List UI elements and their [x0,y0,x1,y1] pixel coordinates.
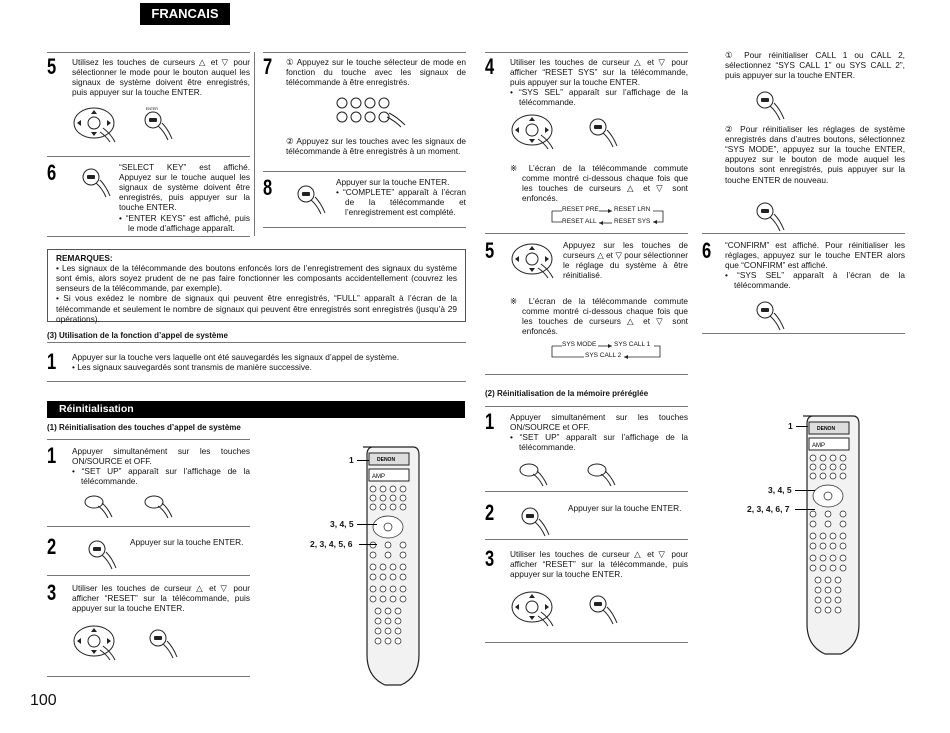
right-item-2: ② Pour réinitialiser les réglages de système enregistrés dans d’autres boutons, sélectionnez “SYS MODE”, appuyez sur la touche ENTER, appuyez sur le bouton de mode auquel les boutons sont enregistrés, puis appuyer sur la touche ENTER de nouveau. [725,124,905,185]
remarks-heading: REMARQUES: [56,253,113,263]
section-3-step-1-number: 1 [47,349,57,374]
cursor-pad-icon [72,104,122,144]
enter-button-press-icon [78,163,114,201]
reinit-1-step-3-number: 3 [47,580,57,605]
remote-callout-3: 2, 3, 4, 5, 6 [310,539,353,549]
right-step-6-text: “CONFIRM” est affiché. Pour réinitialiser les réglages, appuyez sur le touche ENTER alors que “CONFIRM” est affiché. • “SYS SEL” apparaît à l’écran de la télécommande. [725,240,905,291]
cycle-item-reset-lrn: RESET LRN [614,206,651,213]
remote-display: AMP [812,443,826,449]
language-tab: FRANCAIS [140,3,230,25]
cycle-item-sys-call-1: SYS CALL 1 [614,341,651,348]
remark-item-2: • Si vous exédez le nombre de signaux qui peuvent être enregistrés, “FULL” apparaît à l’écran de la télécommande et seulement le nombre de signaux qui peuvent être enregistrés sont enregistrés (jusqu’à 29 opérations). [56,293,457,324]
off-button-press-icon [142,490,178,524]
cursor-pad-icon [510,240,560,280]
svg-text:ENTER: ENTER [146,107,158,111]
enter-button-press-icon [752,197,788,235]
right-remote-callout-1: 1 [788,421,793,431]
step-8-number: 8 [263,175,273,200]
cycle-arrows-diagram [548,339,668,361]
remarks-box [47,249,466,322]
reinit-1-step-3-text: Utiliser les touches de curseur △ et ▽ pour afficher “RESET” sur la télécommande, puis appuyer sur la touche ENTER. [72,583,250,614]
enter-button-press-icon [585,113,621,151]
cycle-item-reset-sys: RESET SYS [614,218,651,225]
right-remote-callout-2: 3, 4, 5 [768,485,792,495]
remote-control-illustration [355,443,425,693]
step-5-text: Utilisez les touches de curseurs △ et ▽ pour sélectionner le mode pour le bouton auquel les signaux de système doivent être enregistrés, puis appuyer sur la touche ENTER. [72,57,250,98]
right-step-4-number: 4 [485,54,495,79]
reinit-2-step-1-number: 1 [485,409,495,434]
reinit-1-heading: (1) Réinitialisation des touches d’appel de système [47,423,241,432]
enter-button-press-icon [84,535,120,573]
right-item-1: ① Pour réinitialiser CALL 1 ou CALL 2, sélectionnez “SYS CALL 1” ou SYS CALL 2”, puis appuyer sur la touche ENTER. [725,50,905,81]
step-7-item-2: ② Appuyez sur les touches avec les signaux de télécommande à être enregistrés à un moment. [286,136,466,157]
enter-button-press-icon [752,296,788,334]
remote-brand: DENON [817,426,836,432]
mode-selector-buttons-icon [335,93,415,129]
enter-button-press-icon [145,624,181,662]
enter-button-press-icon [517,502,553,540]
right-step-5-number: 5 [485,238,495,263]
on-source-button-press-icon [517,458,553,492]
right-step-4-note: ※ L’écran de la télécommande commute comme montré ci-dessous chaque fois que les touches de curseurs △ et ▽ sont enfoncés. [510,163,688,204]
reinit-2-step-2-number: 2 [485,500,495,525]
cycle-item-sys-call-2: SYS CALL 2 [585,352,622,359]
right-step-4-text: Utiliser les touches de curseur △ et ▽ pour afficher “RESET SYS” sur la télécommande, puis appuyer sur la touche ENTER. • “SYS SEL” apparaît sur l’affichage de la télécommande. [510,57,688,108]
enter-button-press-icon [140,106,176,144]
on-source-button-press-icon [82,490,118,524]
enter-button-press-icon [585,590,621,628]
reinit-2-step-3-text: Utiliser les touches de curseur △ et ▽ pour afficher “RESET” sur la télécommande, puis appuyer sur la touche ENTER. [510,549,688,580]
reinit-2-step-2-text: Appuyer sur la touche ENTER. [568,503,682,513]
right-step-5-note: ※ L’écran de la télécommande commute comme montré ci-dessous chaque fois que les touches de curseurs △ et ▽ sont enfoncés. [510,296,688,337]
cursor-pad-icon [72,622,122,662]
remote-control-illustration [795,412,865,662]
cursor-pad-icon [510,111,560,151]
reinit-2-heading: (2) Réinitialisation de la mémoire préréglée [485,389,649,398]
page-number: 100 [30,692,57,709]
remote-display: AMP [372,474,386,480]
reinit-2-step-1-text: Appuyer simultanément sur les touches ON/SOURCE et OFF. • “SET UP” apparaît sur l’affichage de la télécommande. [510,412,688,453]
off-button-press-icon [585,458,621,492]
remote-callout-2: 3, 4, 5 [330,519,354,529]
step-7-item-1: ① Appuyez sur le touche sélecteur de mode en fonction du touche avec les signaux de télécommande à être enregistrés. [286,57,466,88]
right-step-5-text: Appuyez sur les touches de curseurs △ et ▽ pour sélectionner le réglage du système à être réinitialisé. [563,240,688,281]
step-6-text: “SELECT KEY” est affiché. Appuyez sur le touche auquel les signaux de système doivent être enregistrés, puis appuyer sur la touche ENTER. • “ENTER KEYS” est affiché, puis le mode d’affichage apparaît. [119,162,250,233]
step-5-number: 5 [47,54,57,79]
reinit-1-step-2-number: 2 [47,534,57,559]
section-3-heading: (3) Utilisation de la fonction d’appel de système [47,331,228,340]
cycle-item-sys-mode: SYS MODE [562,341,597,348]
reinitialisation-section-bar: Réinitialisation [47,401,465,418]
cursor-pad-icon [510,588,560,628]
remote-brand: DENON [377,457,396,463]
right-step-6-number: 6 [702,238,712,263]
reinit-2-step-3-number: 3 [485,546,495,571]
reinit-1-step-2-text: Appuyer sur la touche ENTER. [130,537,244,547]
reinit-1-step-1-number: 1 [47,443,57,468]
step-7-number: 7 [263,54,273,79]
cycle-item-reset-pre: RESET PRE [562,206,599,213]
step-6-number: 6 [47,160,57,185]
step-8-text: Appuyer sur la touche ENTER. • “COMPLETE” apparaît à l’écran de la télécommande et l’enregistrement est complété. [336,177,466,218]
right-remote-callout-3: 2, 3, 4, 6, 7 [747,504,790,514]
section-3-step-1-text: Appuyer sur la touche vers laquelle ont été sauvegardés les signaux d’appel de système. • Les signaux sauvegardés sont transmis de manière successive. [72,352,400,373]
cycle-arrows-diagram [548,204,673,228]
enter-button-press-icon [752,86,788,124]
reinit-1-step-1-text: Appuyer simultanément sur les touches ON/SOURCE et OFF. • “SET UP” apparaît sur l’affichage de la télécommande. [72,446,250,487]
enter-button-press-icon [293,180,329,218]
cycle-item-reset-all: RESET ALL [562,218,597,225]
remote-callout-1: 1 [349,455,354,465]
remark-item-1: • Les signaux de la télécommande des boutons enfoncés lors de l’enregistrement des signaux du système sont émis, alors soyez prudent de ne pas faire fonctionner les composants accidentellement (couvrez les senseurs de la télécommande, par exemple). [56,263,457,294]
